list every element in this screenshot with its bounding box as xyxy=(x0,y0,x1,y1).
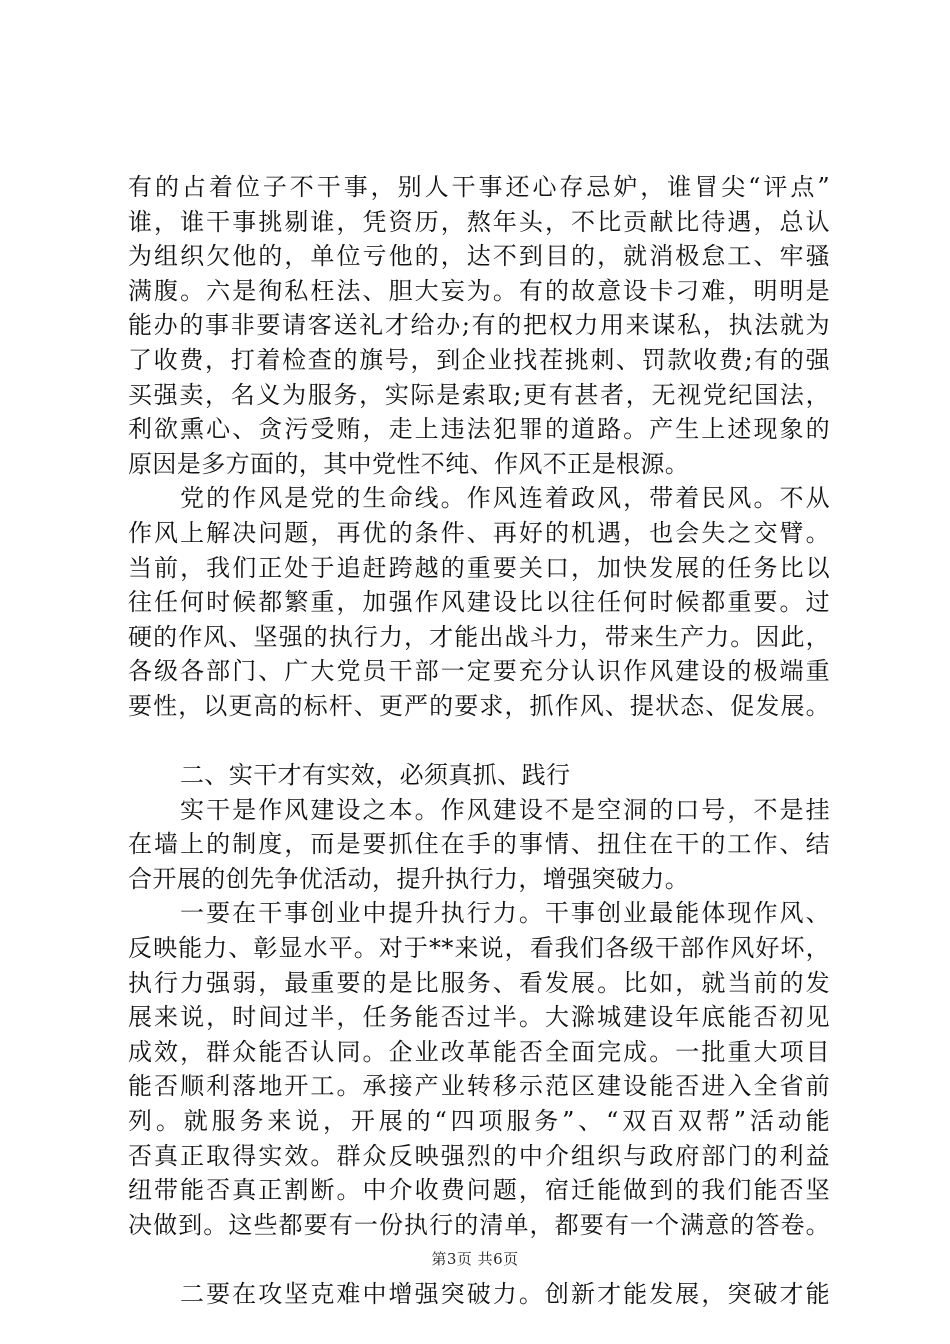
document-body xyxy=(128,170,830,1312)
text-line: 决做到。这些都要有一份执行的清单，都要有一个满意的答卷。 xyxy=(128,1210,830,1239)
text-line: 往任何时候都繁重，加强作风建设比以往任何时候都重要。过 xyxy=(128,588,830,617)
text-line: 能否顺利落地开工。承接产业转移示范区建设能否进入全省前 xyxy=(128,1072,830,1101)
text-line: 为组织欠他的，单位亏他的，达不到目的，就消极怠工、牢骚 xyxy=(128,242,830,271)
text-line: 作风上解决问题，再优的条件、再好的机遇，也会失之交臂。 xyxy=(128,518,830,547)
text-line: 利欲熏心、贪污受贿，走上违法犯罪的道路。产生上述现象的 xyxy=(128,415,830,444)
text-line: 各级各部门、广大党员干部一定要充分认识作风建设的极端重 xyxy=(128,657,830,686)
text-line: 满腹。六是徇私枉法、胆大妄为。有的故意设卡刁难，明明是 xyxy=(128,276,830,305)
text-line: 要性，以更高的标杆、更严的要求，抓作风、提状态、促发展。 xyxy=(128,691,830,720)
text-line: 在墙上的制度，而是要抓住在手的事情、扭住在干的工作、结 xyxy=(128,830,830,859)
text-line: 否真正取得实效。群众反映强烈的中介组织与政府部门的利益 xyxy=(128,1141,830,1170)
text-line: 列。就服务来说，开展的“四项服务”、“双百双帮”活动能 xyxy=(128,1107,830,1136)
text-line: 二、实干才有实效，必须真抓、践行 xyxy=(180,761,571,790)
text-line: 展来说，时间过半，任务能否过半。大滁城建设年底能否初见 xyxy=(128,1003,830,1032)
text-line: 成效，群众能否认同。企业改革能否全面完成。一批重大项目 xyxy=(128,1037,830,1066)
text-line: 硬的作风、坚强的执行力，才能出战斗力，带来生产力。因此， xyxy=(128,622,830,651)
text-line: 党的作风是党的生命线。作风连着政风，带着民风。不从 xyxy=(180,484,830,513)
text-line: 有的占着位子不干事，别人干事还心存忌妒，谁冒尖“评点” xyxy=(128,173,830,201)
text-line: 了收费，打着检查的旗号，到企业找茬挑刺、罚款收费;有的强 xyxy=(128,345,830,374)
text-line: 买强卖，名义为服务，实际是索取;更有甚者，无视党纪国法， xyxy=(128,380,830,409)
text-line: 原因是多方面的，其中党性不纯、作风不正是根源。 xyxy=(128,449,690,478)
text-line: 执行力强弱，最重要的是比服务、看发展。比如，就当前的发 xyxy=(128,968,830,997)
paragraph-gap xyxy=(128,724,830,759)
text-line: 谁，谁干事挑剔谁，凭资历，熬年头，不比贡献比待遇，总认 xyxy=(128,207,830,236)
text-line: 二要在攻坚克难中增强突破力。创新才能发展，突破才能 xyxy=(180,1280,830,1308)
text-line: 反映能力、彰显水平。对于**来说，看我们各级干部作风好坏， xyxy=(128,934,830,963)
text-line: 纽带能否真正割断。中介收费问题，宿迁能做到的我们能否坚 xyxy=(128,1176,830,1205)
text-line: 能办的事非要请客送礼才给办;有的把权力用来谋私，执法就为 xyxy=(128,311,830,340)
text-line: 当前，我们正处于追赶跨越的重要关口，加快发展的任务比以 xyxy=(128,553,830,582)
page-footer: 第3页 共6页 xyxy=(431,1250,519,1268)
text-line: 实干是作风建设之本。作风建设不是空洞的口号，不是挂 xyxy=(180,795,830,824)
text-line: 一要在干事创业中提升执行力。干事创业最能体现作风、 xyxy=(180,899,830,928)
text-line: 合开展的创先争优活动，提升执行力，增强突破力。 xyxy=(128,864,690,893)
